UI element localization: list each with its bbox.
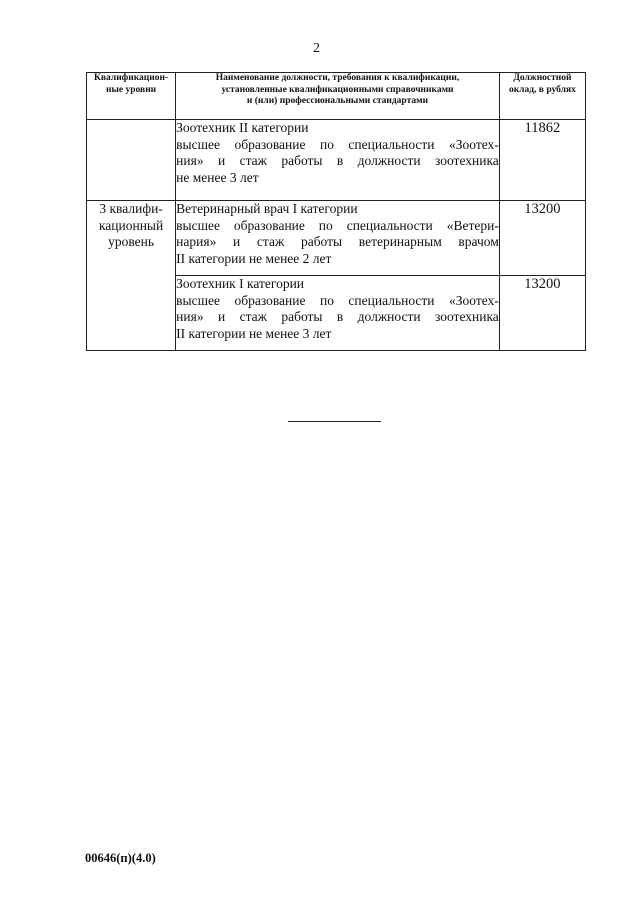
requirement-line: ния» и стаж работы в должности зоотехника (176, 153, 499, 168)
table-row (87, 201, 586, 276)
position-title: Зоотехник I категории (176, 276, 305, 291)
document-code: 00646(п)(4.0) (85, 851, 156, 865)
requirement-line: высшее образование по специальности «Зоотех- (176, 292, 499, 308)
qualification-level-cell: 3 квалифи- кационный уровень (87, 201, 176, 351)
requirement-line: нария» и стаж работы ветеринарным врачом (176, 234, 499, 249)
salary-value: 11862 (499, 120, 585, 201)
position-title: Ветеринарный врач I категории (176, 201, 358, 216)
requirement-line: не менее 3 лет (176, 169, 259, 185)
salary-value: 13200 (499, 201, 585, 276)
requirements-cell (176, 201, 500, 276)
level-cell-empty (87, 120, 176, 201)
header-salary: Должностной оклад, в рублях (499, 73, 585, 120)
position-title: Зоотехник II категории (176, 120, 309, 135)
requirement-line: II категории не менее 2 лет (176, 250, 332, 266)
requirement-line: ния» и стаж работы в должности зоотехника (176, 309, 499, 324)
requirements-cell (176, 276, 500, 351)
table-header-row (87, 73, 586, 120)
table-row (87, 120, 586, 201)
header-position-requirements: Наименование должности, требования к квалификации, установленные квалификационными справочниками и (или) профессиональными стандартами (176, 73, 500, 120)
header-qualification-levels: Квалификацион- ные уровни (87, 73, 176, 120)
requirement-line: II категории не менее 3 лет (176, 325, 332, 341)
requirements-cell (176, 120, 500, 201)
salary-value: 13200 (499, 276, 585, 351)
staff-salary-table (86, 72, 586, 351)
end-divider-line (288, 421, 381, 422)
requirement-line: высшее образование по специальности «Ветери- (176, 217, 499, 233)
requirement-line: высшее образование по специальности «Зоотех- (176, 136, 499, 152)
page-number: 2 (313, 41, 320, 56)
